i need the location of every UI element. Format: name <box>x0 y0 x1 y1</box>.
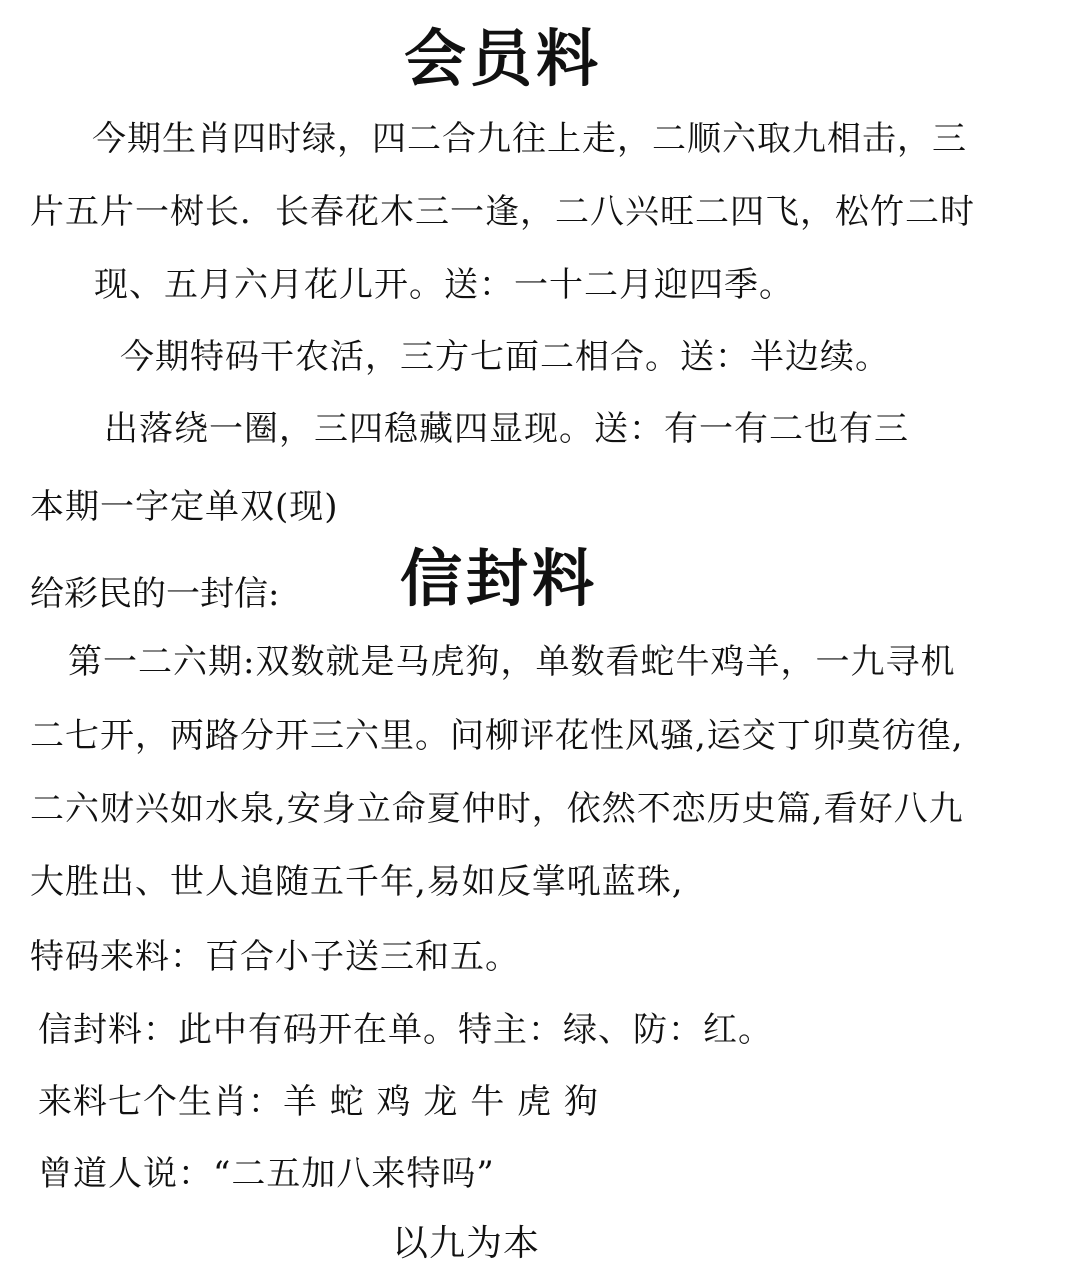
envelope-line-1: 第一二六期:双数就是马虎狗，单数看蛇牛鸡羊，一九寻机 <box>68 642 956 682</box>
envelope-title: 信封料 <box>400 542 599 615</box>
member-line-1: 今期生肖四时绿，四二合九往上走，二顺六取九相击，三 <box>92 119 967 159</box>
envelope-line-5: 特码来料：百合小子送三和五。 <box>30 937 520 977</box>
footer-text: 以九为本 <box>392 1223 541 1264</box>
member-line-2: 片五片一树长．长春花木三一逢，二八兴旺二四飞，松竹二时 <box>30 192 975 232</box>
envelope-line-4: 大胜出、世人追随五千年,易如反掌吼蓝珠, <box>30 862 684 902</box>
member-line-4: 今期特码干农活，三方七面二相合。送：半边续。 <box>120 337 890 377</box>
member-line-3: 现、五月六月花儿开。送：一十二月迎四季。 <box>94 265 794 305</box>
envelope-line-2: 二七开，两路分开三六里。问柳评花性风骚,运交丁卯莫彷徨, <box>30 716 964 756</box>
envelope-line-6: 信封料：此中有码开在单。特主：绿、防：红。 <box>38 1010 773 1050</box>
member-line-6: 本期一字定单双(现) <box>30 487 339 527</box>
envelope-line-7: 来料七个生肖：羊 蛇 鸡 龙 牛 虎 狗 <box>38 1082 599 1122</box>
envelope-line-8: 曾道人说：“二五加八来特吗” <box>38 1154 495 1194</box>
member-line-5: 出落绕一圈，三四稳藏四显现。送：有一有二也有三 <box>104 409 909 449</box>
member-title: 会员料 <box>404 22 603 95</box>
letter-label: 给彩民的一封信: <box>30 574 280 614</box>
envelope-line-3: 二六财兴如水泉,安身立命夏仲时，依然不恋历史篇,看好八九 <box>30 789 964 829</box>
